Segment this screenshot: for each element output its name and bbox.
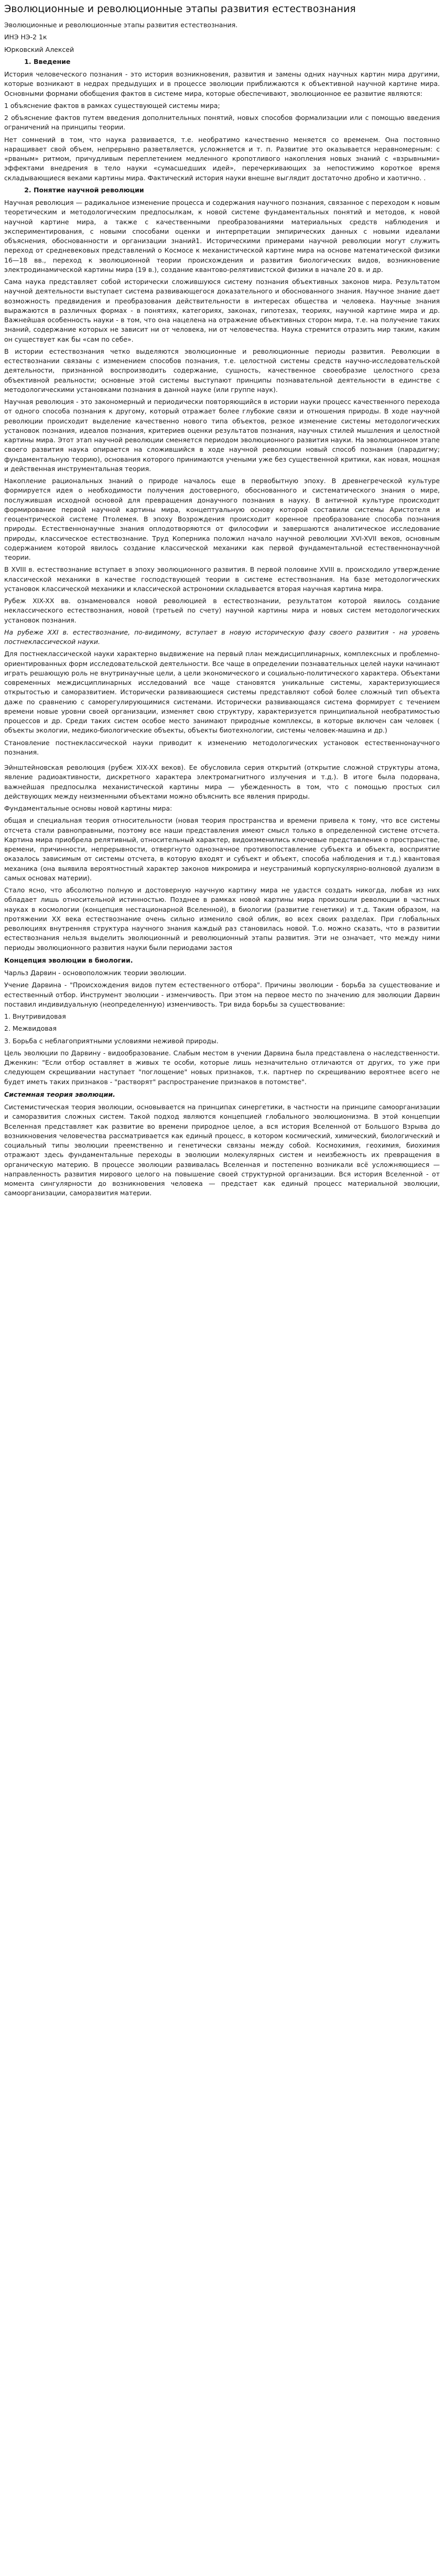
author-name: Юрковский Алексей	[4, 45, 74, 53]
paragraph: общая и специальная теория относительности (новая теория пространства и времени привела к тому, что все системы отсчета стали равноправными, поэтому все наши представления имеют смысл только в определенной системе отсчета. Картина мира приобрела релятивный, относительный характер, видоизменились ключевые представления о пространстве, времени, причинности, непрерывности, отвергнуто однозначное противопоставление субъекта и объекта, восприятие оказалось зависимым от системы отсчета, в которую входят и субъект и объект, способа наблюдения и т.д.) квантовая механика (она выявила вероятностный характер законов микромира и неустранимый корпускулярно-волновой дуализм в самых основах материи).	[4, 816, 440, 882]
section-heading-concepts: Концепция эволюции в биологии.	[4, 956, 133, 964]
paragraph: История человеческого познания - это история возникновения, развития и замены одних научных картин мира другими, которые возникают в недрах предыдущих и в процессе эволюции приближаются к объективной научной картине мира. Основными формами обобщения фактов в системе мира, которые обеспечивают, эволюционное ее развитие являются:	[4, 70, 440, 97]
paragraph: Становление постнеклассической науки приводит к изменению методологических установок естественнонаучного познания.	[4, 738, 440, 756]
section-heading-intro	[4, 57, 440, 67]
paragraph: В истории естествознания четко выделяются эволюционные и революционные периоды развития. Революции в естествознании связаны с изменением способов познания, т.е. целостной системы средств научно-исследовательской деятельности, признанной воспроизводить содержание, сущность, качественное своеобразие целостного среза объективной реальности; основные этой системы выступают принципы познавательной деятельности в единстве с методологическими установками познания в данной науке (или группе наук).	[4, 347, 440, 394]
page-title: Эволюционные и революционные этапы развития естествознания	[4, 3, 356, 15]
paragraph: Эйнштейновская революция (рубеж XIX-XX веков). Ее обусловила серия открытий (открытие сложной структуры атома, явление радиоактивности, дискретного характера электромагнитного излучения и т.д.). В итоге была подорвана, важнейшая предпосылка механистической картины мира — убежденность в том, что с помощью простых сил действующих между неизменными объектами можно объяснить все явления природы.	[4, 763, 440, 800]
paragraph: В XVIII в. естествознание вступает в эпоху эволюционного развития. В первой половине XVIII в. происходило утверждение классической механики в качестве господствующей теории в системе естествознания. На базе методологических установок классической механики и классической астрономии складывается вторая научная картина мира.	[4, 565, 440, 593]
list-item: 1. Внутривидовая	[4, 1012, 66, 1021]
paragraph: Научная революция - это закономерный и периодически повторяющийся в истории науки процесс качественного перехода от одного способа познания к другому, который отражает более глубокие связи и отношения природы. В ходе научной революции происходит выделение качественно нового типа объектов, резкое изменение системы методологических установок познания, идеалов познания, критериев оценки результатов познания, научных стилей мышления и целостной картины мира. Этот этап научной революции сменяется периодом эволюционного развития науки. На эволюционном этапе своего развития наука опирается на сложившийся в ходе научной революции новый способ познания (парадигму; фундаментальную теорию), основания которого принимаются учеными уже без существенной критики, как новая, мощная и действенная инструментальная теория.	[4, 398, 440, 473]
section-title: 2. Понятие научной революции	[34, 185, 440, 195]
paragraph: Цель эволюции по Дарвину - видообразование. Слабым местом в учении Дарвина была представлена о наследственности. Дженкин: "Если отбор оставляет в живых те особи, которые лишь незначительно отличаются от других, то уже при следующем скрещивании наступает "поглощение" новых признаков, т.к. партнер по скрещиванию вероятнее всего не будет иметь таких признаков - "растворят" распространение признаков в потомстве".	[4, 1049, 440, 1086]
paragraph: Нет сомнений в том, что наука развивается, т.е. необратимо качественно меняется со временем. Она постоянно наращивает свой объем, непрерывно разветвляется, усложняется и т. п. Развитие это оказывается неравномерным: с «рваным» ритмом, причудливым переплетением медленного кропотливого накопления новых знаний с «взрывными» эффектами внедрения в тело науки «сумасшедших идей», перечеркивающих за непостижимо короткое время складывающиеся веками картины мира. Фактический история науки внешне выглядит достаточно дробно и хаотично. .	[4, 135, 440, 182]
paragraph: 2 объяснение фактов путем введения дополнительных понятий, новых способов формализации или с помощью введения ограничений на принципы теории.	[4, 114, 440, 132]
document-page	[0, 0, 444, 1211]
paragraph: Чарльз Дарвин - основоположник теории эволюции.	[4, 969, 187, 977]
subtitle: Эволюционные и революционные этапы развития естествознания.	[4, 21, 238, 29]
paragraph: Накопление рациональных знаний о природе началось еще в первобытную эпоху. В древнегреческой культуре формируется идея о необходимости получения достоверного, обоснованного и систематического знания о мире, послужившая исходной основой для превращения донаучного познания в науку. В античной культуре происходит формирование первой научной картины мира, концептуальную основу которой составили системы Аристотеля и геоцентрической системе Птолемея. В эпоху Возрождения происходит коренное преобразование способа познания природы. Естественнонаучные знания оплодотворяются от философии и завершаются аналитическое исследование природы, классическое естествознание. Труд Коперника положил начало научной революции XVI-XVII веков, основным содержанием которой явилось создание классической механики как первой фундаментальной естественнонаучной теории.	[4, 477, 440, 562]
paragraph: Стало ясно, что абсолютно полную и достоверную научную картину мира не удастся создать никогда, любая из них обладает лишь относительной истинностью. Позднее в рамках новой картины мира произошли революции в частных науках в космологии (концепция нестационарной Вселенной), в биологии (развитие генетики) и т.д. Таким образом, на протяжении XX века естествознание очень сильно изменило свой облик, во всех своих разделах. При глобальных революциях внутренняя структура научного знания каждый раз становилась новой. Т.о. можно сказать, что в развитии естествознания нельзя выделить эволюционный и революционный этапы развития. Эти не означает, что между ними периоды эволюционного развития науки были периодами застоя	[4, 886, 440, 952]
paragraph: Сама наука представляет собой исторически сложившуюся систему познания объективных законов мира. Результатом научной деятельности выступает система развивающегося доказательного и обоснованного знания. Научное знание дает возможность предвидения и преобразования действительности в интересах общества и человека. Научные знания выражаются в различных формах - в понятиях, категориях, законах, гипотезах, теориях, научной картине мира и др. Важнейшая особенность науки - в том, что она нацелена на отражение объективных сторон мира, т.е. на получение таких знаний, содержание которых не зависит ни от человека, ни от человечества. Наука стремится отразить мир таким, каким он существует как бы «сам по себе».	[4, 278, 440, 343]
list-item: 3. Борьба с неблагоприятными условиями неживой природы.	[4, 1036, 219, 1045]
paragraph: Рубеж XIX-XX вв. ознаменовался новой революцией в естествознании, результатом которой явилось создание неклассического естествознания, новой (третьей по счету) научной картины мира и новых систем методологических установок познания.	[4, 597, 440, 624]
paragraph: На рубеже XXI в. естествознание, по-видимому, вступает в новую историческую фазу своего развития - на уровень постнеклассической науки.	[4, 628, 440, 646]
paragraph: Для постнеклассической науки характерно выдвижение на первый план междисциплинарных, комплексных и проблемно-ориентированных форм исследовательской деятельности. Все чаще в определении познавательных целей науки начинают играть решающую роль не внутринаучные цели, а цели экономического и социально-политического характера. Объектами современных междисциплинарных исследований все чаще становятся уникальные системы, характеризующиеся открытостью и саморазвитием. Исторически развивающиеся системы представляют собой более сложный тип объекта даже по сравнению с саморегулирующимися системами. Исторически развивающаяся система формирует с течением времени новые уровни своей организации, изменяет свою структуру, характеризуется принципиальной необратимостью процессов и др. Среди таких систем особое место занимают природные комплексы, в которые включен сам человек ( объекты экологии, медико-биологические объекты, объекты биотехнологии, системы человек-машина и др.)	[4, 650, 440, 735]
group-label: ИНЭ НЭ-2 1к	[4, 33, 47, 41]
section-heading-revolutions	[4, 185, 440, 195]
paragraph: 1 объяснение фактов в рамках существующей системы мира;	[4, 101, 220, 110]
paragraph: Системистическая теория эволюции, основывается на принципах синергетики, в частности на принципе самоорганизации и саморазвития сложных систем. Такой подход являются концепцией глобального эволюционизма. В этой концепции Вселенная представляет как развитие во времени природное целое, а вся история Вселенной от Большого Взрыва до возникновения человечества рассматривается как единый процесс, в котором космический, химический, биологический и социальный типы эволюции преемственно и генетически связаны между собой. Космохимия, геохимия, биохимия отражают здесь фундаментальные переходы в эволюции молекулярных систем и неизбежность их превращения в органическую материю. В процессе эволюции развивалась Вселенная и постепенно возникали всё усложняющиеся — направленность развития мирового целого на повышение своей структурной организации. Вся история Вселенной - от момента сингулярности до возникновения человека — предстает как единый процесс материальной эволюции, самоорганизации, саморазвития материи.	[4, 1103, 440, 1197]
paragraph: Научная революция — радикальное изменение процесса и содержания научного познания, связанное с переходом к новым теоретическим и методологическим предпосылкам, к новой системе фундаментальных понятий и методов, к новой научной картине мира, а также с качественными преобразованиями материальных средств наблюдения и экспериментирования, с новыми способами оценки и интерпретации эмпирических данных с новыми идеалами объяснения, обоснованности и организации знаний1. Историческими примерами научной революции могут служить переход от средневековых представлений о Космосе к механистической картине мира на основе математической физики 16—18 вв., переход к эволюционной теории происхождения и развития биологических видов, возникновение электродинамической картины мира (19 в.), создание квантово-релятивистской физики в начале 20 в. и др.	[4, 199, 440, 274]
section-title: 1. Введение	[34, 57, 440, 67]
paragraph: Учение Дарвина - "Происхождения видов путем естественного отбора". Причины эволюции - борьба за существование и естественный отбор. Инструмент эволюции - изменчивость. При этом на первое место по значению для эволюции Дарвин поставил индивидуальную (неопределенную) изменчивость. Три вида борьбы за существование:	[4, 981, 440, 1008]
section-heading-systemic: Системная теория эволюции.	[4, 1090, 115, 1098]
paragraph: Фундаментальные основы новой картины мира:	[4, 804, 172, 813]
list-item: 2. Межвидовая	[4, 1024, 57, 1033]
